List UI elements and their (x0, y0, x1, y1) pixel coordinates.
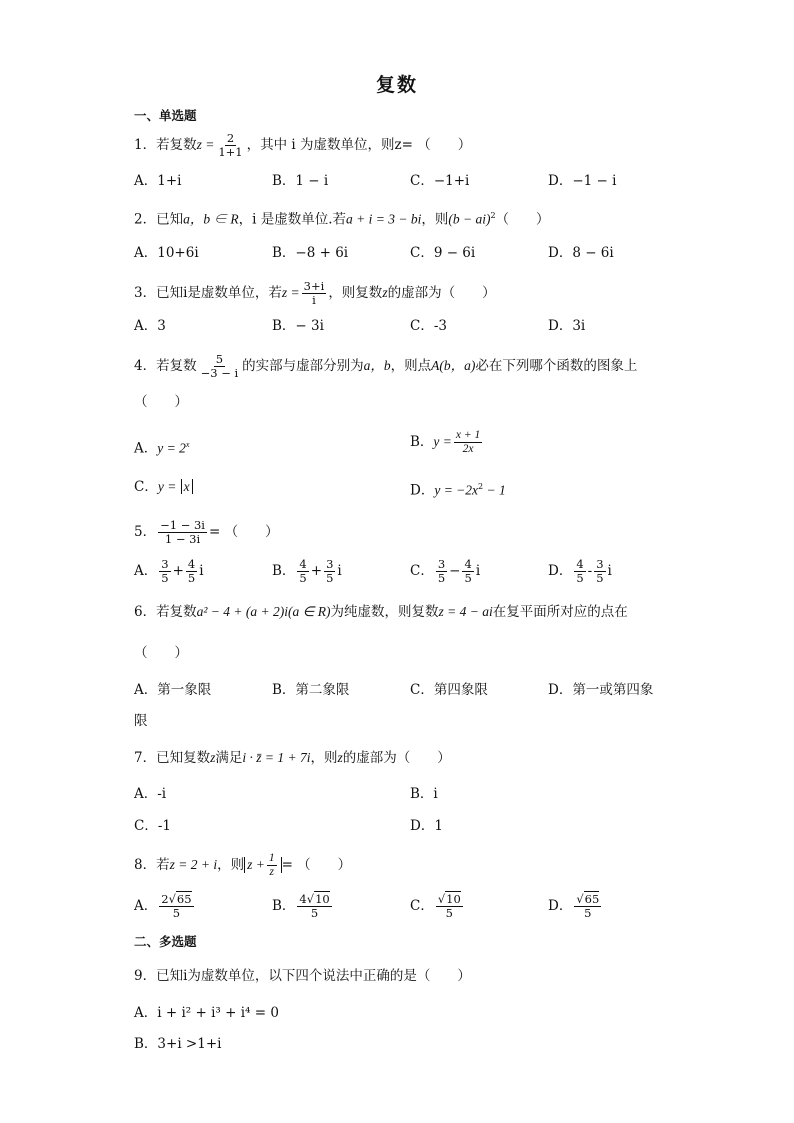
frac-den: 5 (596, 571, 604, 585)
q6-mid: 为纯虚数，则复数 (330, 604, 439, 620)
q3-tail: 的虚部为（ ） (387, 285, 496, 301)
q2-option-a: A．10+6i (134, 245, 199, 261)
frac-den: 5 (576, 571, 584, 585)
page-title: 复数 (375, 74, 418, 96)
q4-option-b-fraction (454, 429, 482, 456)
q4-option-b-num: x + 1 (455, 429, 481, 441)
q5-prefix: 5． (134, 524, 157, 540)
q4-option-a-label: A． (134, 440, 158, 457)
q8-abs (244, 852, 282, 878)
q5-option-b-frac2 (324, 558, 335, 585)
q7-mid: 满足 (215, 750, 243, 766)
q3-option-b: B．− 3i (272, 318, 324, 334)
q4-option-d-tail: − 1 (483, 482, 506, 498)
question-8 (134, 852, 351, 879)
q4-option-a (134, 436, 189, 458)
q7-tail: 的虚部为（ ） (342, 750, 451, 766)
question-2 (134, 207, 550, 229)
q4-ab: a，b (363, 358, 391, 373)
q4-option-c-label: C． (134, 479, 158, 495)
q8-option-b (272, 893, 334, 920)
q4-option-b (410, 429, 484, 456)
imag-unit: i (607, 563, 612, 579)
q7-var2: z (337, 750, 343, 765)
q9-option-b: B．3+i >1+i (134, 1036, 222, 1052)
q5-option-d-label: D． (548, 563, 573, 579)
q8-option-d-frac (574, 893, 601, 920)
q8-option-d (548, 893, 603, 920)
q5-fraction (158, 519, 207, 546)
q8-option-c (410, 893, 465, 920)
q8-option-d-label: D． (548, 898, 573, 914)
q5-option-c-frac1 (436, 558, 447, 585)
frac-num: 4 (464, 557, 472, 571)
frac-num: 3 (326, 557, 334, 571)
q4-option-d-label: D． (410, 482, 435, 499)
question-1 (134, 132, 471, 159)
q2-option-d: D．8 − 6i (548, 245, 614, 261)
q4-option-c-lhs: y = (157, 479, 177, 494)
frac-den: 5 (161, 571, 169, 585)
q2-text-g: （ ） (495, 211, 550, 228)
q6-expr: a² − 4 + (a + 2)i(a ∈ R) (196, 604, 331, 619)
q4-option-d-lhs: y = −2x (434, 482, 479, 498)
frac-den: 5 (187, 571, 196, 585)
q6-prefix: 6．若复数 (134, 604, 197, 620)
q7-option-d: D．1 (410, 818, 443, 834)
q4-frac-num: 5 (215, 352, 224, 366)
q7-expr: i · z̄ = 1 + 7i (242, 750, 311, 765)
q4-option-b-den: 2x (462, 443, 474, 455)
q2-text-e: ，则 (421, 211, 449, 228)
q8-frac-num: 1 (268, 852, 275, 864)
q8-option-a-frac (159, 893, 193, 920)
q1-prefix: 1．若复数 (134, 137, 197, 153)
q2-option-c: C．9 − 6i (410, 245, 476, 261)
q4-paren: （ ） (134, 394, 188, 410)
coef: 2 (161, 892, 169, 906)
radicand: 10 (315, 892, 330, 906)
q1-frac-den: 1+1 (218, 145, 243, 159)
q6-option-d: D．第一或第四象 (548, 682, 654, 698)
frac-num: 3 (437, 557, 446, 571)
q4-option-a-sup: x (185, 440, 190, 449)
q6-option-a: A．第一象限 (134, 682, 212, 698)
q4-suffix: 的实部与虚部分别为 (242, 358, 364, 374)
q6-option-d-wrap: 限 (134, 713, 148, 729)
q2-option-b: B．−8 + 6i (272, 245, 349, 261)
q7-option-a: A．-i (134, 786, 167, 802)
q5-frac-den: 1 − 3i (164, 532, 201, 546)
q1-option-c: C．−1+i (410, 173, 470, 189)
q1-option-b: B．1 − i (272, 173, 329, 189)
q3-frac-den: i (312, 293, 316, 307)
q1-fraction (216, 132, 244, 159)
frac-den: 5 (299, 571, 307, 585)
q5-suffix: = （ ） (209, 524, 279, 540)
frac-den: 5 (445, 906, 453, 920)
frac-den: 5 (326, 571, 334, 585)
operator: + (310, 563, 323, 579)
q3-prefix: 3．已知i是虚数单位，若 (134, 285, 282, 301)
frac-den: 5 (584, 906, 592, 920)
section-heading-single: 一、单选题 (134, 108, 197, 123)
q5-option-c-frac2 (462, 558, 473, 585)
question-9: 9．已知i为虚数单位，以下四个说法中正确的是（ ） (134, 968, 471, 984)
q2-text-d: a + i = 3 − bi (346, 211, 422, 227)
q2-text-c: ，i 是虚数单位.若 (238, 211, 346, 228)
question-5 (134, 519, 279, 546)
frac-num: √65 (576, 892, 600, 906)
q8-option-a (134, 893, 196, 920)
frac-den: 5 (172, 906, 181, 920)
imag-unit: i (199, 563, 204, 579)
q8-option-b-label: B． (272, 898, 296, 914)
q4-fraction (199, 353, 241, 380)
q4-option-a-expr: y = 2 (157, 440, 186, 456)
q5-option-b (272, 558, 342, 585)
operator: − (449, 563, 461, 579)
q5-option-c (410, 558, 480, 585)
q2-text-f: (b − ai) (448, 211, 491, 227)
q5-option-d-frac1 (574, 558, 585, 585)
q5-frac-num: −1 − 3i (160, 518, 205, 532)
q2-text-a: 2．已知 (134, 211, 184, 228)
coef: 4 (299, 892, 307, 906)
q4-prefix: 4．若复数 (134, 358, 197, 374)
q3-lhs: z = (281, 285, 300, 300)
q6-option-c: C．第四象限 (410, 682, 488, 698)
frac-num: √10 (437, 892, 461, 906)
q1-option-a: A．1+i (134, 173, 182, 189)
q5-option-a-label: A． (134, 563, 158, 579)
q8-option-b-frac (297, 893, 331, 920)
q3-option-d: D．3i (548, 318, 586, 334)
frac-den: 5 (464, 571, 472, 585)
q3-frac-num: 3+i (303, 279, 325, 293)
radicand: 10 (446, 892, 461, 906)
q1-ask: z= （ ） (394, 137, 472, 153)
q3-option-c: C．-3 (410, 318, 447, 334)
q2-sup: 2 (490, 211, 496, 220)
q6-option-b: B．第二象限 (272, 682, 350, 698)
q8-option-a-label: A． (134, 898, 158, 914)
q7-prefix: 7．已知复数 (134, 750, 211, 766)
frac-num: 2√65 (161, 892, 192, 906)
q8-fraction (267, 852, 277, 879)
q3-fraction (302, 280, 327, 307)
q2-text-b: a，b ∈ R (183, 211, 239, 227)
question-6 (134, 603, 628, 621)
q6-paren: （ ） (134, 645, 188, 661)
q4-option-b-label: B． (410, 434, 434, 450)
frac-num: 4√10 (299, 892, 330, 906)
radicand: 65 (584, 892, 600, 906)
frac-num: 4 (187, 557, 196, 571)
q8-frac-den: z (269, 866, 274, 878)
q7-option-c: C．-1 (134, 818, 171, 834)
frac-den: 5 (310, 906, 319, 920)
frac-num: 4 (576, 557, 584, 571)
q4-option-b-lhs: y = (433, 434, 452, 449)
q7-option-b: B．i (410, 786, 438, 802)
q5-option-a (134, 558, 204, 585)
q5-option-a-frac1 (159, 558, 170, 585)
q4-mid: ，则点 (390, 358, 432, 374)
q8-tail: = （ ） (281, 857, 352, 873)
q8-prefix: 8．若 (134, 857, 170, 873)
operator: - (587, 563, 593, 579)
imag-unit: i (337, 563, 342, 579)
operator: + (172, 563, 184, 579)
section-heading-multi: 二、多选题 (134, 934, 197, 949)
q4-option-c-abs: x (181, 479, 193, 494)
q4-option-d-sup: 2 (478, 482, 484, 491)
q5-option-c-label: C． (410, 563, 434, 579)
question-3 (134, 280, 496, 307)
q4-tail: 必在下列哪个函数的图象上 (475, 358, 638, 374)
q8-abs-z: z + (247, 857, 265, 872)
q6-expr2: z = 4 − ai (438, 604, 493, 619)
question-4 (134, 353, 637, 380)
q1-suffix: ，其中 i 为虚数单位，则 (246, 137, 395, 153)
q8-expr: z = 2 + i (169, 857, 218, 872)
q1-option-d: D．−1 − i (548, 173, 617, 189)
frac-den: 5 (437, 571, 446, 585)
q5-option-d-frac2 (594, 558, 605, 585)
q1-lhs: z = (196, 137, 215, 152)
q7-mid2: ，则 (310, 750, 338, 766)
question-7 (134, 749, 451, 767)
q5-option-b-label: B． (272, 563, 296, 579)
q8-option-c-frac (436, 893, 463, 920)
frac-num: 3 (161, 557, 169, 571)
q3-var: z (382, 285, 388, 300)
q4-option-d (410, 478, 506, 500)
imag-unit: i (475, 563, 481, 579)
radicand: 65 (176, 892, 192, 906)
frac-num: 4 (299, 557, 307, 571)
q3-option-a: A．3 (134, 318, 166, 334)
q5-option-a-frac2 (186, 558, 197, 585)
q8-mid: ，则 (217, 857, 245, 873)
q5-option-d (548, 558, 612, 585)
q4-option-c (134, 478, 193, 496)
q4-frac-den: −3 − i (200, 366, 239, 380)
q7-var: z (210, 750, 216, 765)
q5-option-b-frac1 (297, 558, 308, 585)
q9-option-a: A．i + i² + i³ + i⁴ = 0 (134, 1005, 279, 1021)
q4-point: A(b，a) (431, 358, 476, 373)
q3-suffix: ，则复数 (328, 285, 383, 301)
q8-option-c-label: C． (410, 898, 434, 914)
q6-tail: 在复平面所对应的点在 (492, 604, 628, 620)
q1-frac-num: 2 (226, 131, 235, 145)
frac-num: 3 (596, 557, 604, 571)
